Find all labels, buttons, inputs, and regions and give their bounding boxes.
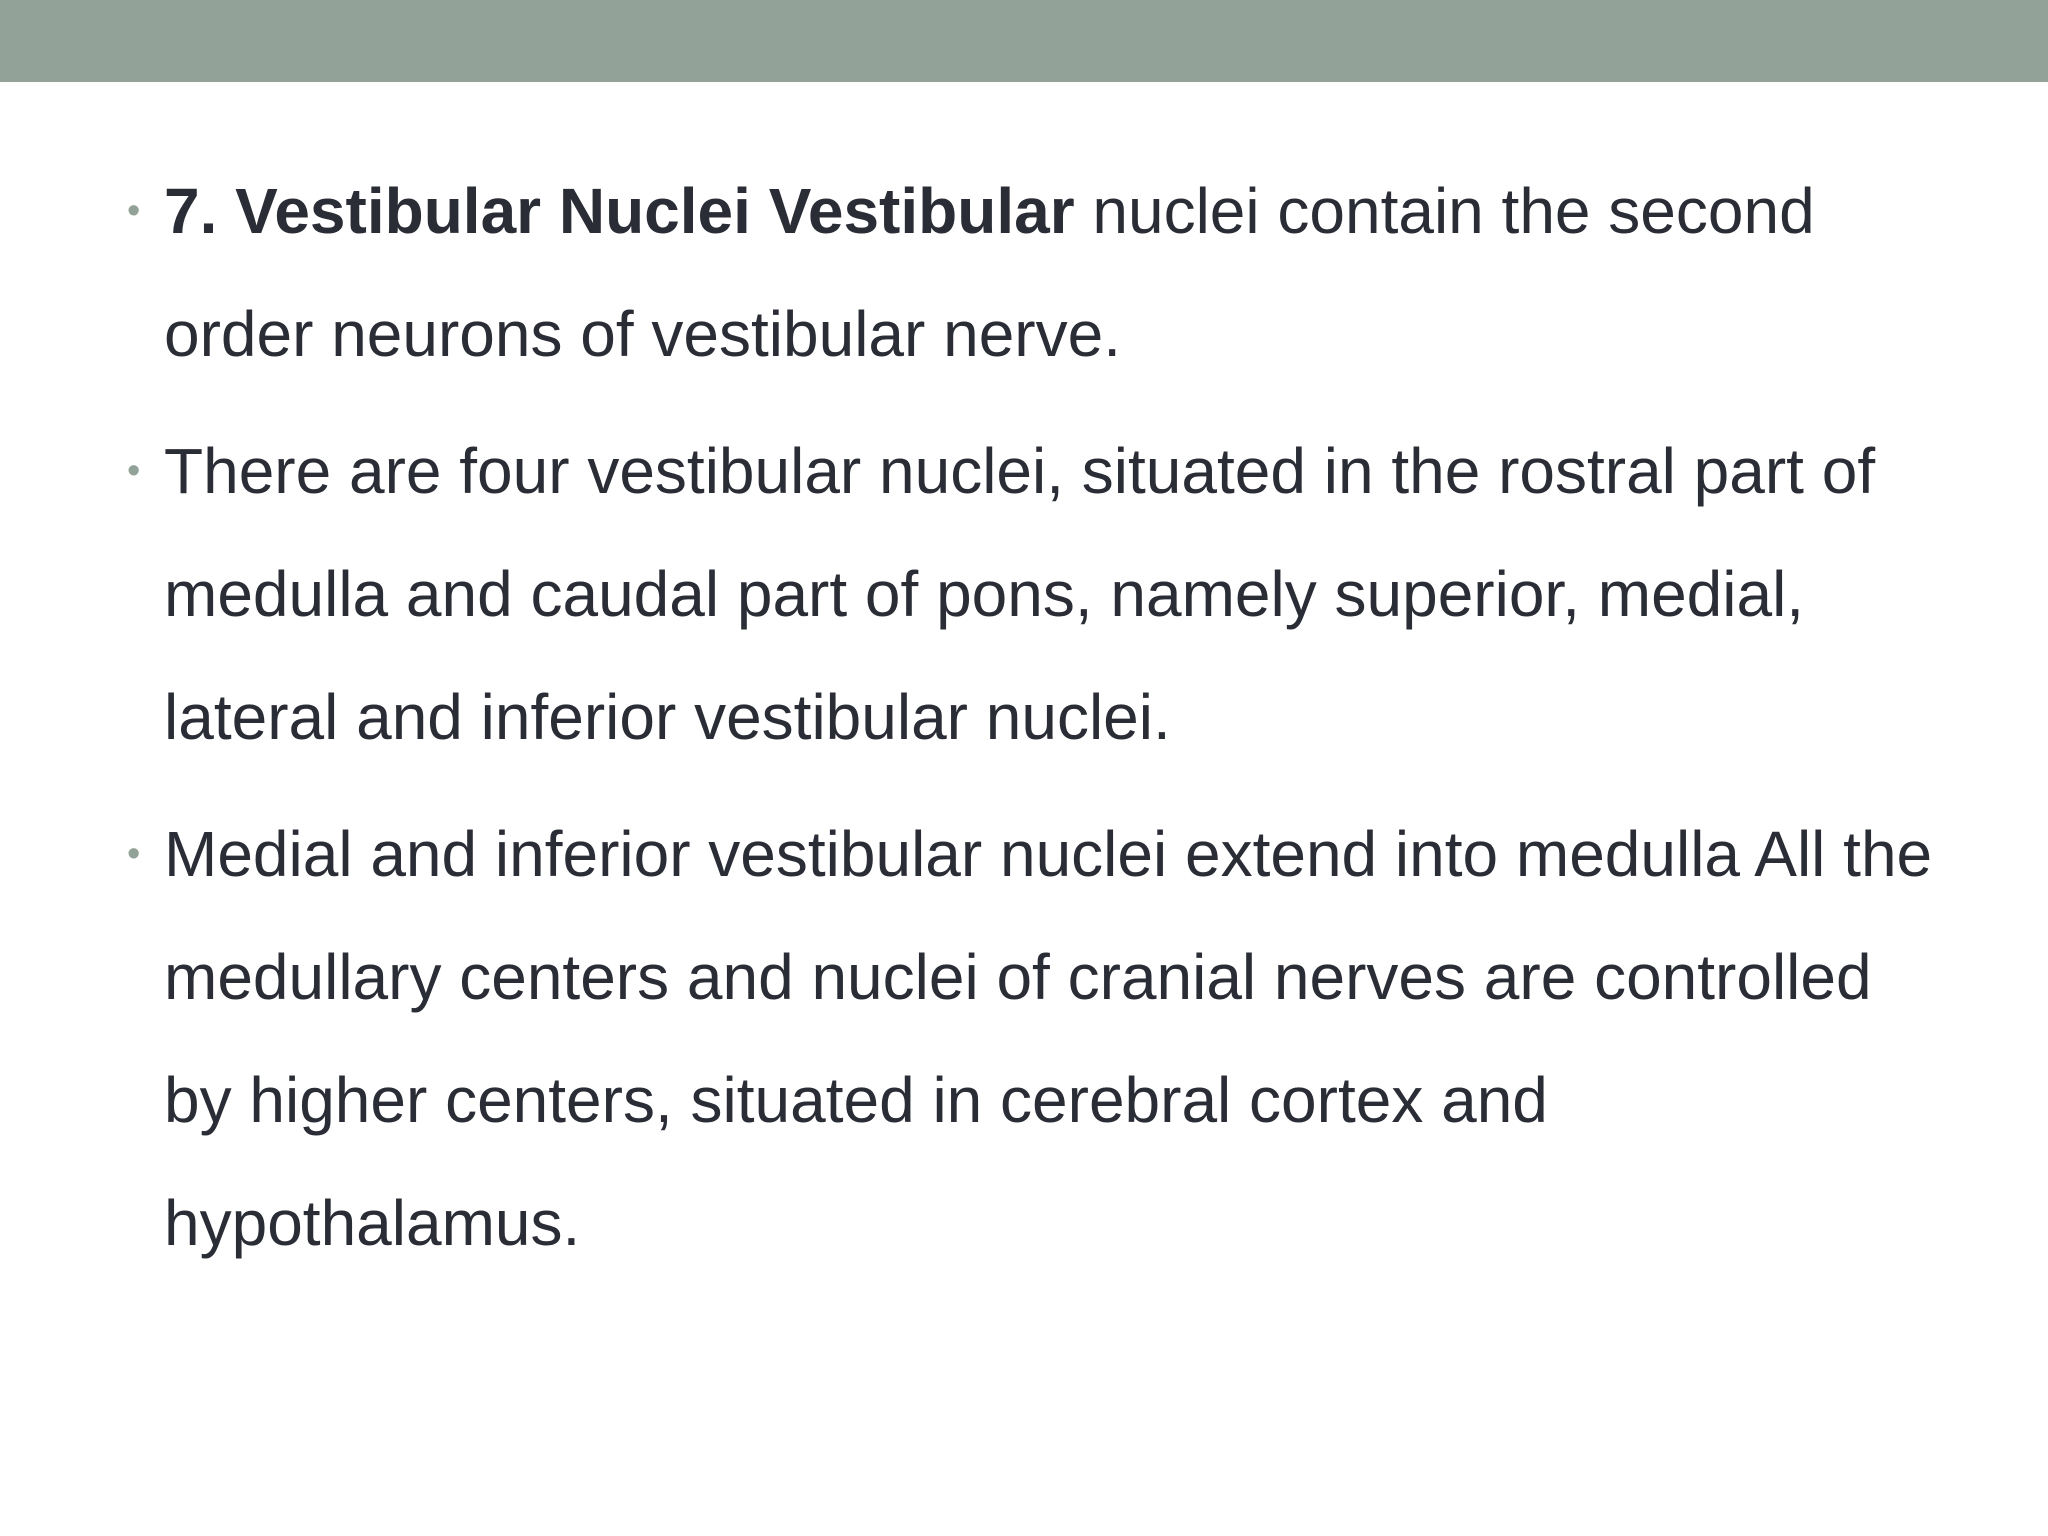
bullet-item-four-nuclei [118,410,1948,779]
bullet-text: nuclei contain the second order neurons of vestibular nerve. [164,175,1815,370]
bullet-dot-icon: • [127,833,141,875]
bullet-text: Medial and inferior vestibular nuclei extend into medulla All the medullary centers and nuclei of cranial nerves are controlled by higher centers, situated in cerebral cortex and hypothalamus. [164,818,1933,1259]
bullet-item-medulla-extension [118,793,1948,1285]
bullet-dot-icon: • [127,190,141,232]
bullet-list [118,150,1948,1299]
top-accent-band [0,0,2048,82]
bullet-text: There are four vestibular nuclei, situated in the rostral part of medulla and caudal part of pons, namely superior, medial, lateral and inferior vestibular nuclei. [164,435,1876,753]
bullet-dot-icon: • [127,450,141,492]
bullet-heading: 7. Vestibular Nuclei Vestibular [164,175,1075,247]
bullet-item-vestibular-nuclei [118,150,1948,396]
